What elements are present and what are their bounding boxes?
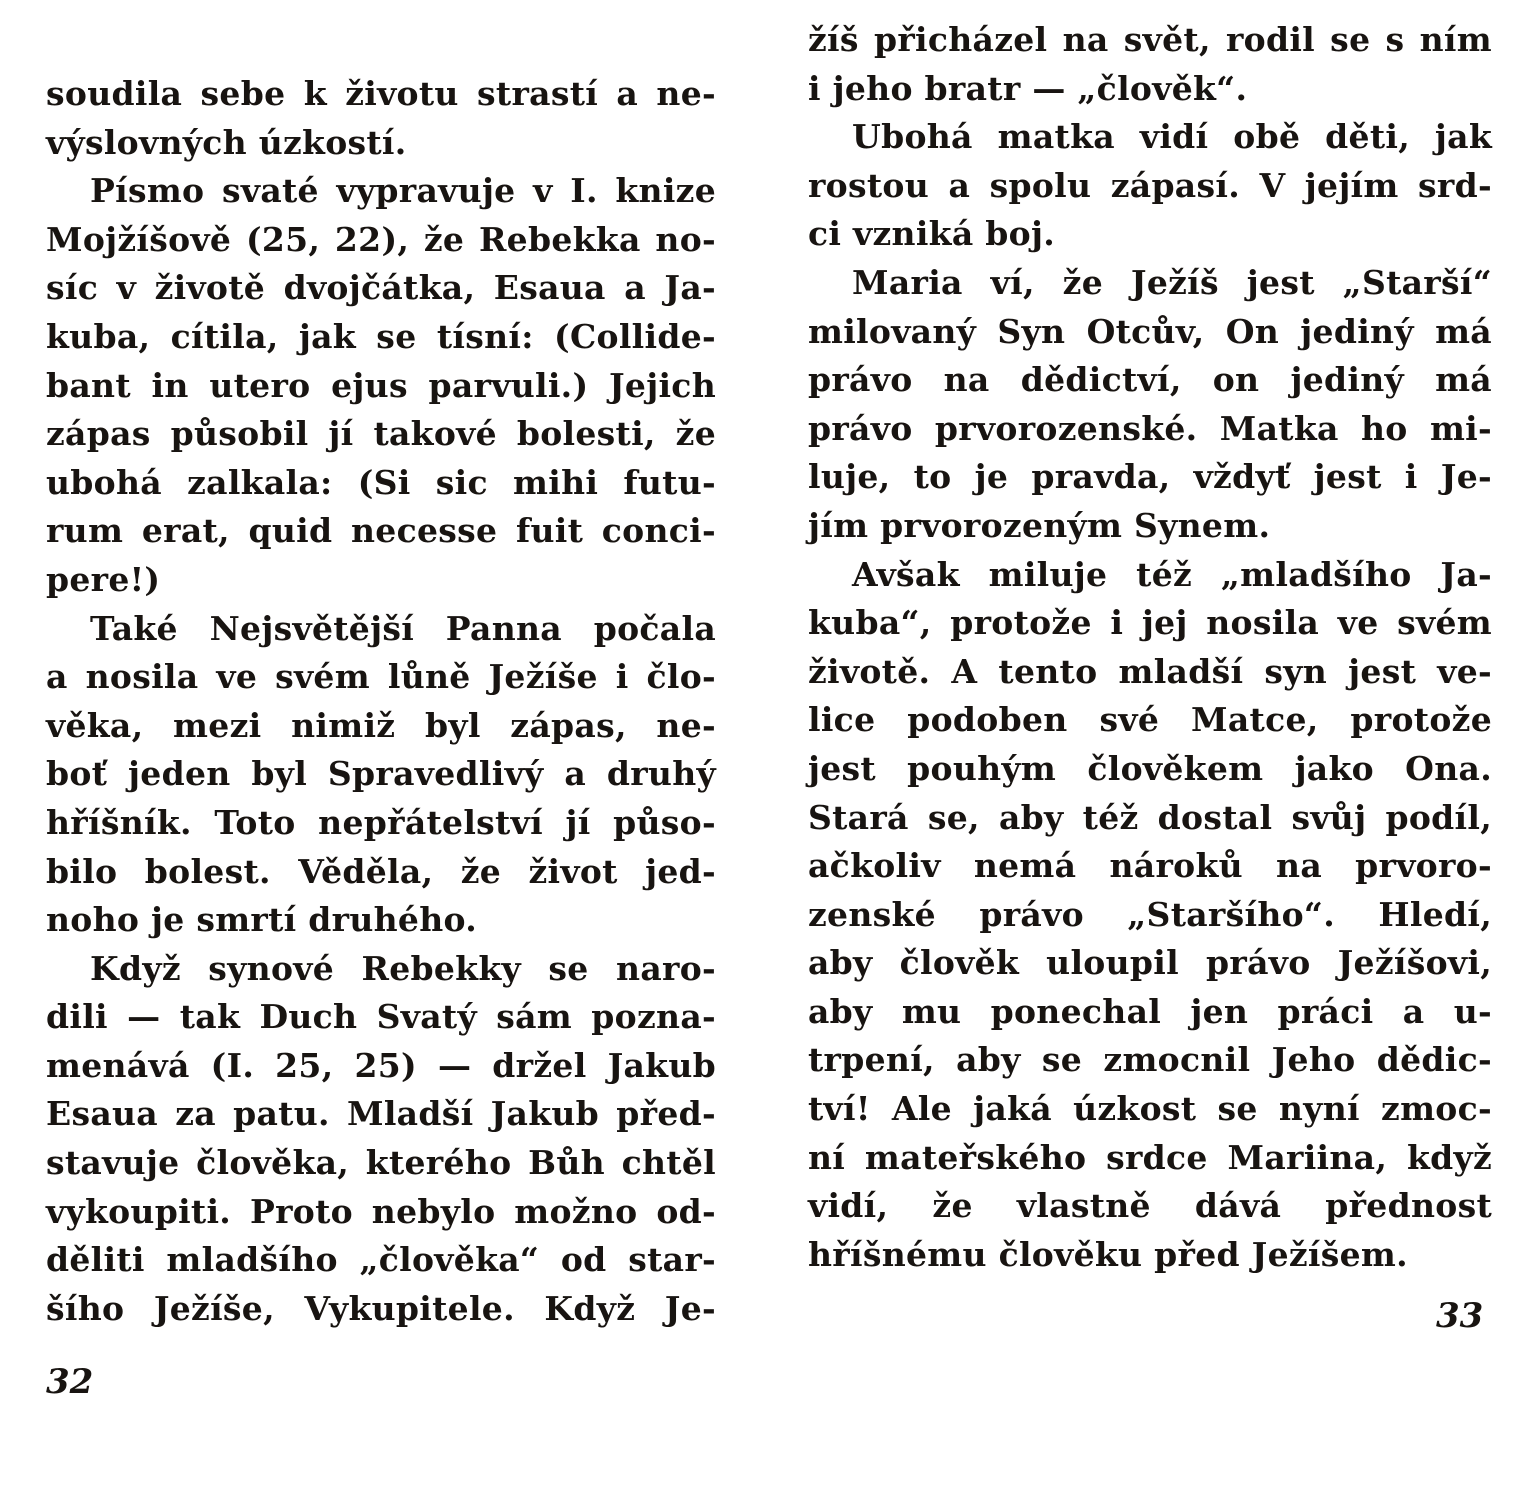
text-line: milovaný Syn Otcův, On jediný má <box>808 311 1492 351</box>
text-line: zápas působil jí takové bolesti, že <box>46 414 716 454</box>
text-line: Maria ví, že Ježíš jest „Starší“ <box>852 262 1492 302</box>
text-line: jím prvorozeným Synem. <box>808 505 1271 545</box>
text-line: ubohá zalkala: (Si sic mihi futu- <box>46 462 716 502</box>
text-line: zenské právo „Staršího“. Hledí, <box>808 894 1492 934</box>
text-line: soudila sebe k životu strastí a ne- <box>46 74 716 113</box>
text-line: děliti mladšího „člověka“ od star- <box>46 1240 716 1280</box>
text-line: vidí, že vlastně dává přednost <box>808 1186 1492 1226</box>
text-line: Mojžíšově (25, 22), že Rebekka no- <box>46 219 716 259</box>
text-line: kuba“, protože i jej nosila ve svém <box>808 603 1492 643</box>
text-line: síc v životě dvojčátka, Esaua a Ja- <box>46 268 716 308</box>
text-line: dili — tak Duch Svatý sám pozna- <box>46 997 716 1037</box>
text-line: luje, to je pravda, vždyť jest i Je- <box>808 457 1492 497</box>
text-line: hříšnému člověku před Ježíšem. <box>808 1234 1408 1274</box>
page-number-33: 33 <box>1436 1296 1484 1336</box>
text-line: trpení, aby se zmocnil Jeho dědic- <box>808 1040 1492 1080</box>
text-line: ačkoliv nemá nároků na prvoro- <box>808 846 1492 886</box>
text-line: hříšník. Toto nepřátelství jí půso- <box>46 802 716 842</box>
text-line: pere!) <box>46 559 161 599</box>
text-line: výslovných úzkostí. <box>46 122 407 162</box>
text-line: tví! Ale jaká úzkost se nyní zmoc- <box>808 1089 1492 1129</box>
text-line: rum erat, quid necesse fuit conci- <box>46 511 716 551</box>
text-line: životě. A tento mladší syn jest ve- <box>808 651 1492 691</box>
text-line: právo prvorozenské. Matka ho mi- <box>808 408 1492 448</box>
text-line: Stará se, aby též dostal svůj podíl, <box>808 797 1492 837</box>
text-line: vykoupiti. Proto nebylo možno od- <box>46 1191 716 1231</box>
text-line: aby mu ponechal jen práci a u- <box>808 991 1492 1031</box>
text-line: šího Ježíše, Vykupitele. Když Je- <box>46 1288 716 1328</box>
text-line: i jeho bratr — „člověk“. <box>808 68 1248 108</box>
text-line: bant in utero ejus parvuli.) Jejich <box>46 365 716 405</box>
text-line: jest pouhým člověkem jako Ona. <box>808 748 1492 788</box>
page-33-text-column <box>808 16 1492 1279</box>
text-line: rostou a spolu zápasí. V jejím srd- <box>808 165 1492 205</box>
text-line: Také Nejsvětější Panna počala <box>90 608 716 648</box>
text-line: právo na dědictví, on jediný má <box>808 360 1492 400</box>
page-number-32: 32 <box>46 1362 94 1402</box>
text-line: Esaua za patu. Mladší Jakub před- <box>46 1094 716 1134</box>
text-line: Když synové Rebekky se naro- <box>90 948 716 988</box>
text-line: kuba, cítila, jak se tísní: (Collide- <box>46 316 716 356</box>
text-line: menává (I. 25, 25) — držel Jakub <box>46 1045 716 1085</box>
text-line: Písmo svaté vypravuje v I. knize <box>90 171 716 211</box>
text-line: boť jeden byl Spravedlivý a druhý <box>46 754 716 794</box>
text-line: ci vzniká boj. <box>808 214 1056 254</box>
text-line: aby člověk uloupil právo Ježíšovi, <box>808 943 1492 983</box>
text-line: lice podoben své Matce, protože <box>808 700 1492 740</box>
text-line: Ubohá matka vidí obě děti, jak <box>852 117 1492 157</box>
page-32-text-column <box>46 70 716 1333</box>
text-line: ní mateřského srdce Mariina, když <box>808 1137 1492 1177</box>
text-line: Avšak miluje též „mladšího Ja- <box>852 554 1492 594</box>
text-line: věka, mezi nimiž byl zápas, ne- <box>46 705 716 745</box>
text-line: a nosila ve svém lůně Ježíše i člo- <box>46 657 716 697</box>
text-line: bilo bolest. Věděla, že život jed- <box>46 851 716 891</box>
text-line: žíš přicházel na svět, rodil se s ním <box>808 20 1492 59</box>
text-line: noho je smrtí druhého. <box>46 900 478 940</box>
text-line: stavuje člověka, kterého Bůh chtěl <box>46 1143 716 1183</box>
